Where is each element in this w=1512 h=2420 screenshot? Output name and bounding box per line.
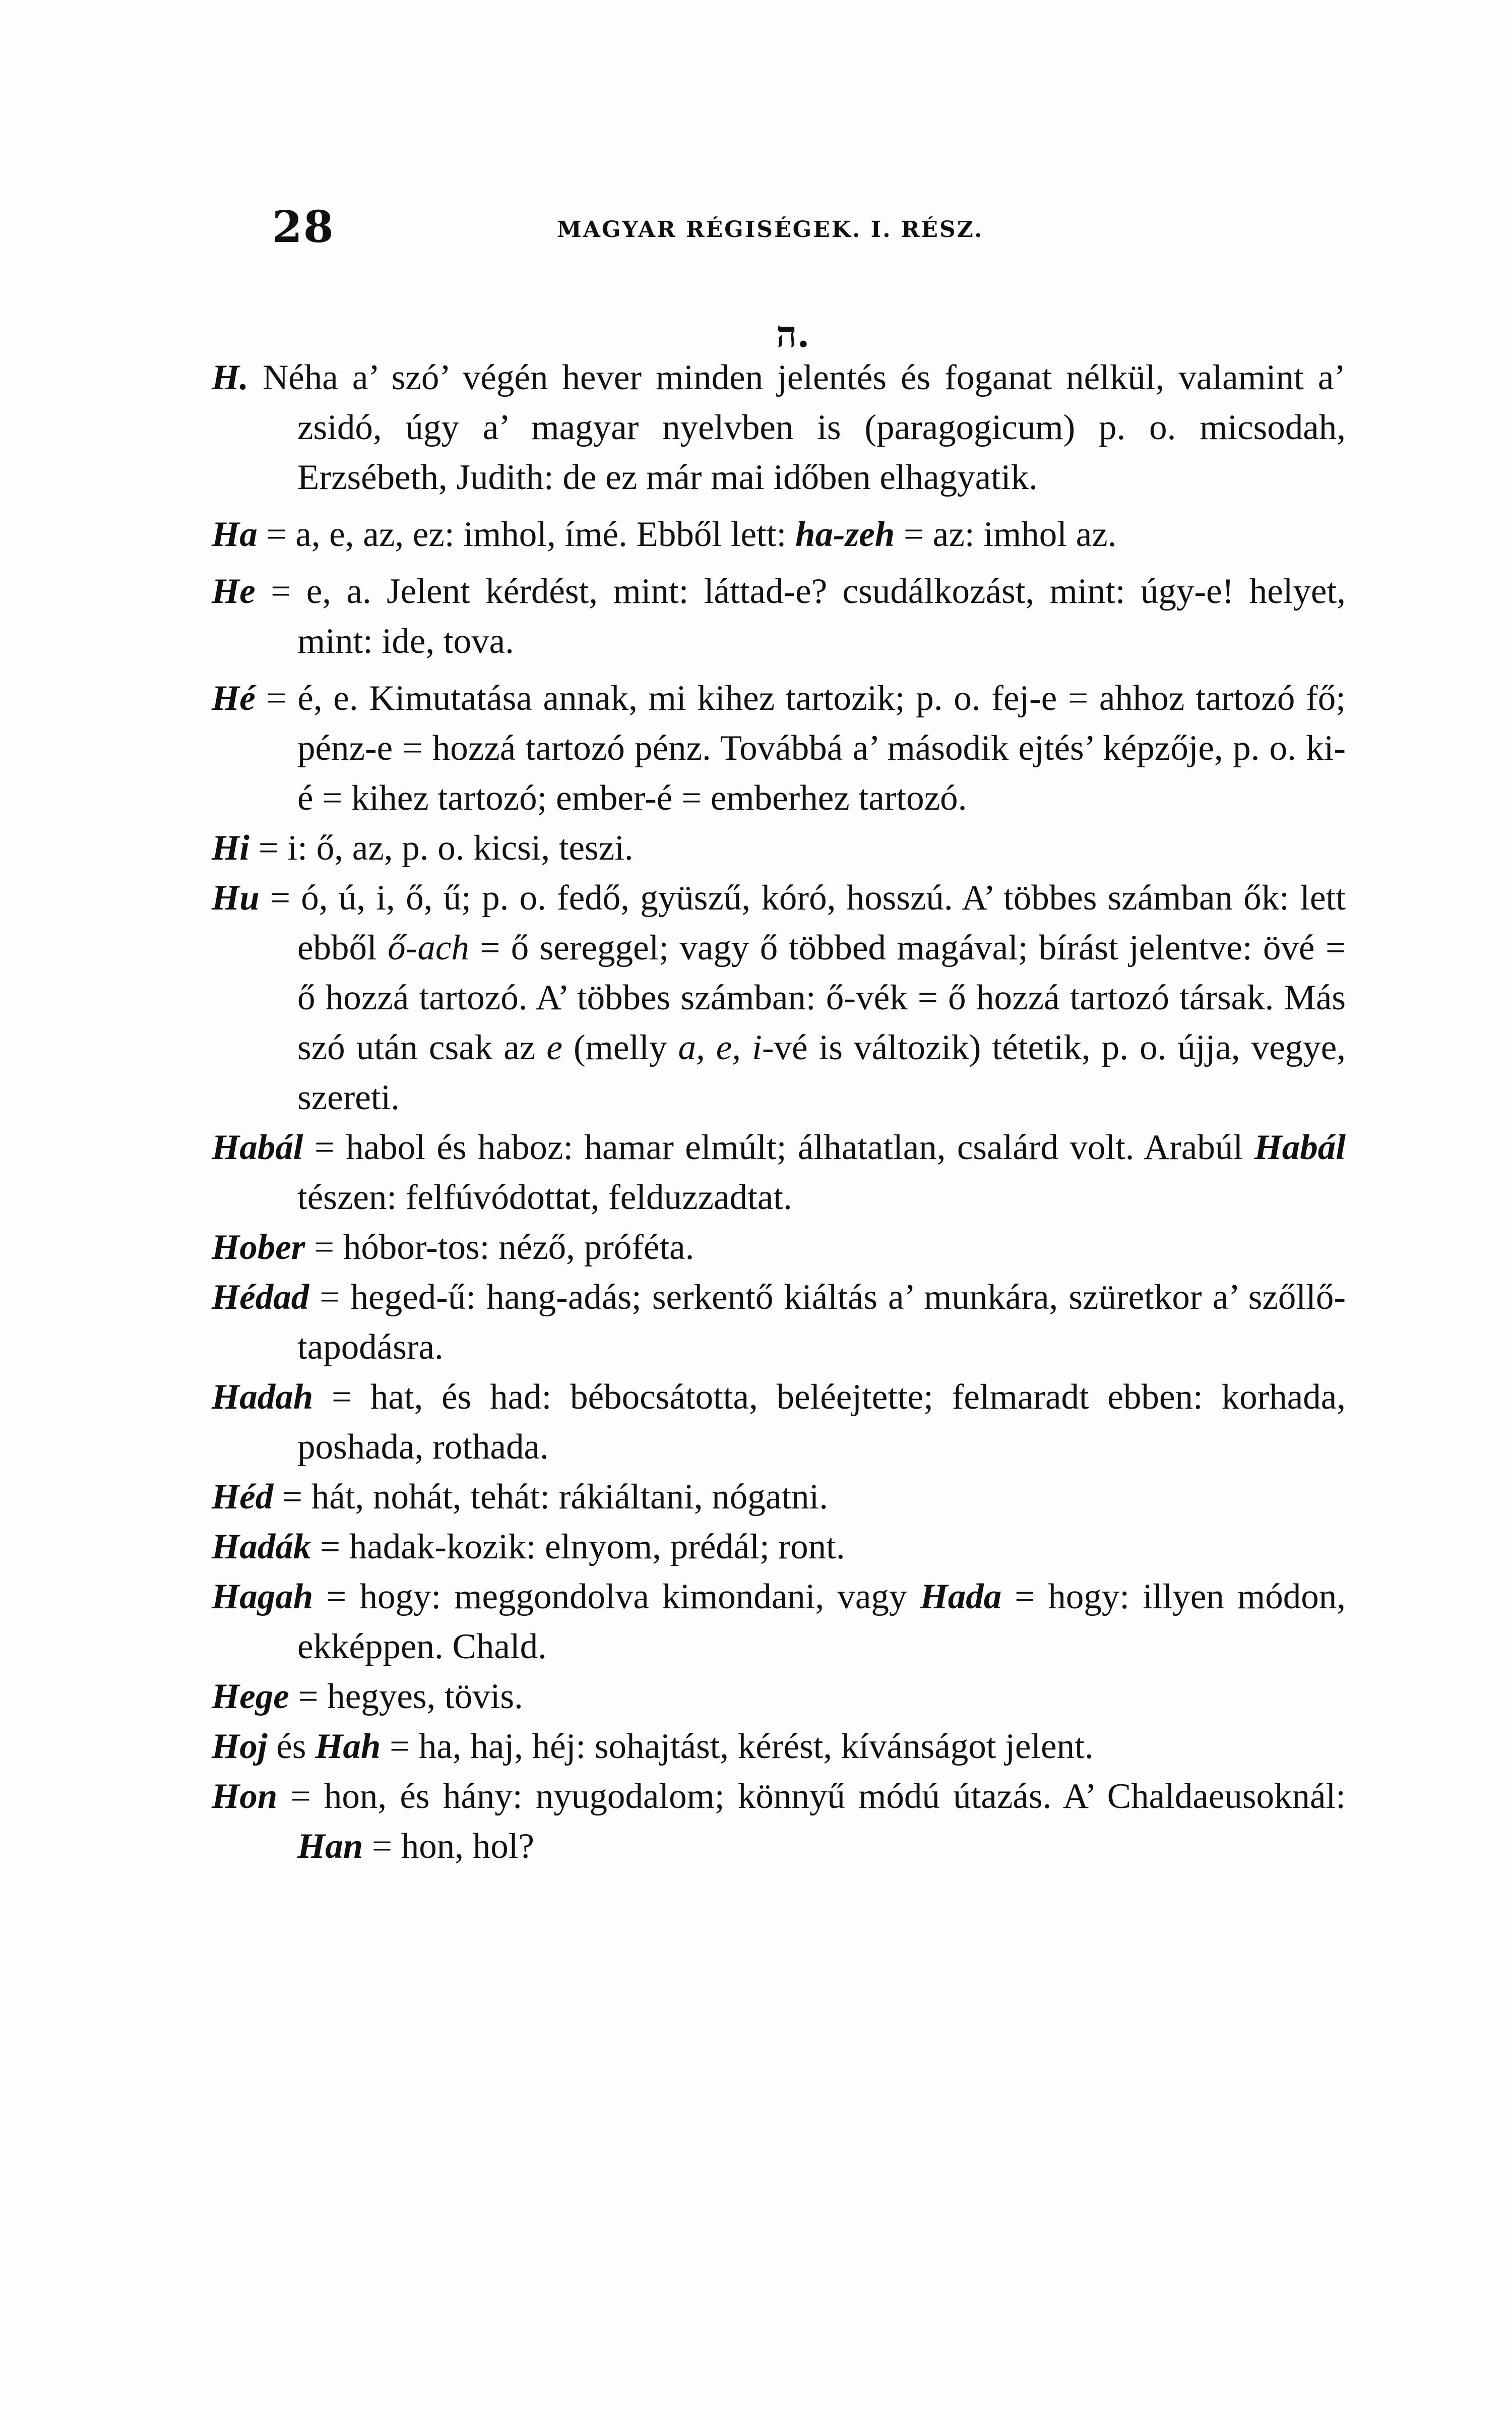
- entry-text: tészen: felfúvódottat, felduzzadtat.: [297, 1178, 792, 1217]
- page-header: [272, 202, 1341, 262]
- entry-inline-term: ő-ach: [388, 928, 469, 967]
- entry-text: = hon, hol?: [363, 1827, 534, 1866]
- entry-text: = ha, haj, héj: sohajtást, kérést, kívánságot jelent.: [381, 1727, 1094, 1766]
- entry-headword: Hédad: [212, 1278, 309, 1317]
- entry-headword: Hu: [212, 878, 260, 918]
- entry-inline-term: ha-zeh: [795, 515, 895, 554]
- entry-inline-term: a, e, i: [678, 1028, 762, 1067]
- entry-headword: Hege: [212, 1677, 289, 1716]
- entry-hedad: [212, 1273, 1346, 1372]
- entry-headword: Hober: [212, 1228, 305, 1267]
- section-letter: ה.: [776, 313, 810, 355]
- dictionary-body: [212, 353, 1346, 1871]
- entry-headword: Héd: [212, 1477, 274, 1517]
- entry-text: = é, e. Kimutatása annak, mi kihez tartozik; p. o. fej-e = ahhoz tartozó fő; pénz-e = hozzá tartozó pénz. Továbbá a’ második ejtés’ képzője, p. o. ki-é = kihez tartozó; ember-é = emberhez tartozó.: [255, 679, 1346, 818]
- entry-h: [212, 353, 1346, 503]
- entry-headword: Ha: [212, 515, 258, 554]
- entry-hober: [212, 1223, 1346, 1273]
- entry-text: = az: imhol az.: [895, 515, 1117, 554]
- entry-headword: Hadah: [212, 1377, 313, 1417]
- entry-inline-term: Han: [297, 1827, 363, 1866]
- entry-text: = e, a. Jelent kérdést, mint: láttad-e? csudálkozást, mint: úgy-e! helyet, mint: ide, tova.: [255, 572, 1346, 661]
- entry-text: = hóbor-tos: néző, próféta.: [305, 1228, 695, 1267]
- entry-he: [212, 567, 1346, 667]
- entry-text: = hogy: illyen módon, ekképpen. Chald.: [297, 1577, 1346, 1666]
- entry-text: = heged-ű: hang-adás; serkentő kiáltás a’ munkára, szüretkor a’ szőllő-tapodásra.: [297, 1278, 1346, 1367]
- entry-hon: [212, 1772, 1346, 1871]
- entry-headword: Hon: [212, 1777, 278, 1816]
- entry-inline-term: e: [546, 1028, 562, 1067]
- entry-text: = hat, és had: bébocsátotta, beléejtette; felmaradt ebben: korhada, poshada, rothada.: [297, 1377, 1346, 1467]
- entry-text: (melly: [562, 1028, 678, 1067]
- entry-text: = a, e, az, ez: imhol, ímé. Ebből lett:: [257, 515, 795, 554]
- entry-hoj: [212, 1722, 1346, 1772]
- entry-text: = hadak-kozik: elnyom, prédál; ront.: [311, 1527, 845, 1566]
- entry-hadak: [212, 1522, 1346, 1572]
- entry-hed: [212, 1472, 1346, 1522]
- entry-headword: Hadák: [212, 1527, 311, 1566]
- entry-headword: H.: [212, 358, 248, 397]
- entry-headword: Hé: [212, 679, 256, 718]
- entry-hadah: [212, 1372, 1346, 1472]
- entry-ha: [212, 510, 1346, 560]
- entry-headword: He: [212, 572, 256, 611]
- entry-hi: [212, 823, 1346, 873]
- entry-text: = ő sereggel; vagy ő többed magával; bírást jelentve: övé = ő hozzá tartozó. A’ többes számban: ő-vék = ő hozzá tartozó társak. Más szó után csak az: [297, 928, 1346, 1067]
- entry-headword: Hoj: [212, 1727, 268, 1766]
- entry-he-accent: [212, 674, 1346, 823]
- entry-text: = hát, nohát, tehát: rákiáltani, nógatni.: [273, 1477, 829, 1517]
- entry-text: = hogy: meggondolva kimondani, vagy: [313, 1577, 920, 1616]
- entry-headword: Hi: [212, 828, 249, 868]
- entry-text: és: [267, 1727, 316, 1766]
- entry-inline-term: Habál: [1254, 1128, 1346, 1167]
- entry-hagah: [212, 1572, 1346, 1672]
- entry-hege: [212, 1672, 1346, 1722]
- entry-headword: Hagah: [212, 1577, 313, 1616]
- entry-inline-term: Hada: [920, 1577, 1002, 1616]
- entry-hu: [212, 873, 1346, 1123]
- running-title: MAGYAR RÉGISÉGEK. I. RÉSZ.: [557, 217, 984, 243]
- entry-text: -vé is változik) tétetik, p. o. újja, vegye, szereti.: [297, 1028, 1346, 1117]
- entry-text: = hon, és hány: nyugodalom; könnyű módú útazás. A’ Chaldaeusoknál:: [277, 1777, 1346, 1816]
- entry-text: = ó, ú, i, ő, ű; p. o. fedő, gyüszű, kóró, hosszú. A’ többes számban ők: lett ebből: [259, 878, 1346, 967]
- page-number: 28: [272, 202, 335, 253]
- entry-text: = habol és haboz: hamar elmúlt; álhatatlan, csalárd volt. Arabúl: [303, 1128, 1254, 1167]
- entry-habal: [212, 1123, 1346, 1223]
- entry-headword: Habál: [212, 1128, 303, 1167]
- entry-text: = hegyes, tövis.: [289, 1677, 523, 1716]
- entry-text: = i: ő, az, p. o. kicsi, teszi.: [249, 828, 634, 868]
- entry-inline-term: Hah: [315, 1727, 381, 1766]
- entry-text: Néha a’ szó’ végén hever minden jelentés és foganat nélkül, valamint a’ zsidó, úgy a’ magyar nyelvben is (paragogicum) p. o. micsodah, Erzsébeth, Judith: de ez már mai időben elhagyatik.: [248, 358, 1346, 497]
